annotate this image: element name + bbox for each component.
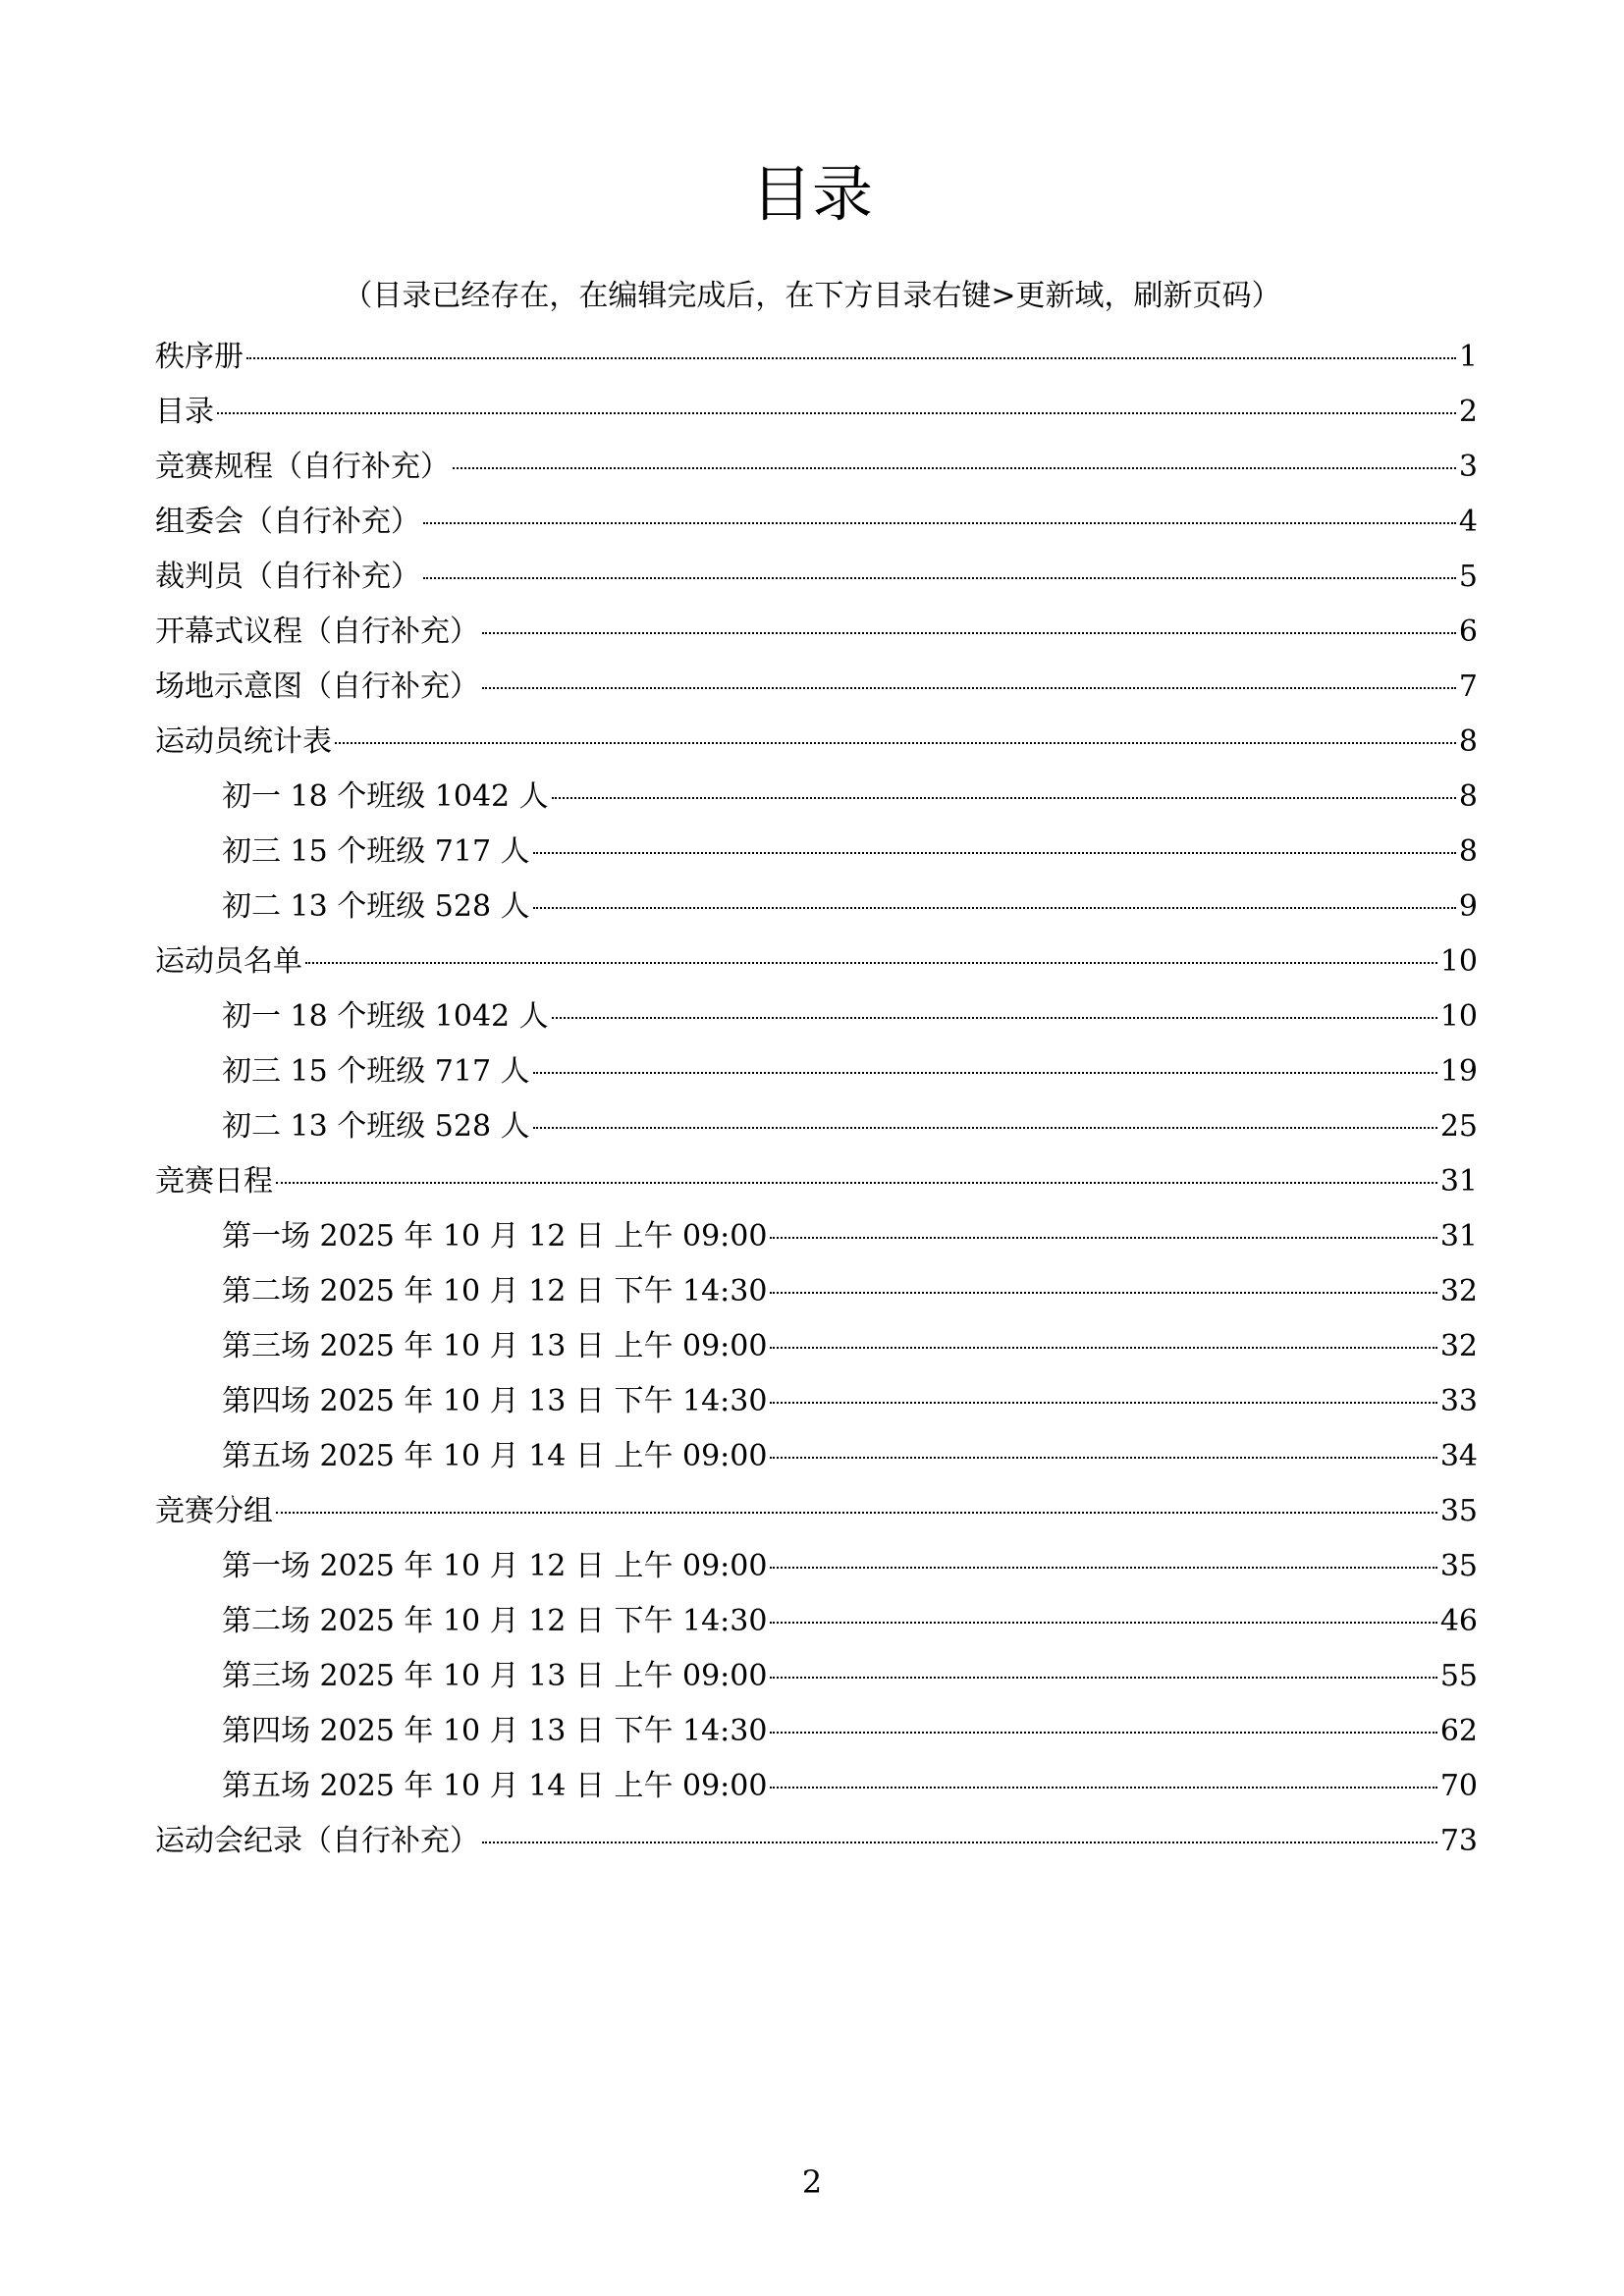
toc-dot-leader — [770, 1457, 1436, 1459]
toc-entry-label: 第二场 2025 年 10 月 12 日 下午 14:30 — [222, 1274, 768, 1308]
toc-entry-label: 第三场 2025 年 10 月 13 日 上午 09:00 — [222, 1659, 768, 1693]
toc-entry-label: 第五场 2025 年 10 月 14 日 上午 09:00 — [222, 1439, 768, 1473]
toc-subentry[interactable] — [155, 1759, 1478, 1814]
toc-entry-label: 初三 15 个班级 717 人 — [222, 834, 530, 869]
toc-entry-label: 运动员统计表 — [155, 724, 332, 759]
toc-entry-label: 第二场 2025 年 10 月 12 日 下午 14:30 — [222, 1604, 768, 1638]
toc-subentry[interactable] — [155, 1044, 1478, 1099]
toc-dot-leader — [276, 1182, 1437, 1184]
toc-entry-page-number: 70 — [1439, 1769, 1478, 1803]
toc-dot-leader — [770, 1402, 1436, 1404]
page-number: 2 — [801, 2163, 823, 2201]
toc-entry-label: 第三场 2025 年 10 月 13 日 上午 09:00 — [222, 1329, 768, 1363]
toc-entry[interactable] — [155, 495, 1478, 550]
toc-entry-page-number: 9 — [1458, 889, 1478, 924]
toc-entry-label: 第一场 2025 年 10 月 12 日 上午 09:00 — [222, 1549, 768, 1583]
toc-subentry[interactable] — [155, 1594, 1478, 1649]
toc-dot-leader — [770, 1567, 1436, 1569]
toc-dot-leader — [770, 1347, 1436, 1349]
toc-entry-page-number: 25 — [1439, 1109, 1478, 1144]
toc-dot-leader — [482, 687, 1456, 689]
toc-subentry[interactable] — [155, 1099, 1478, 1154]
toc-subentry[interactable] — [155, 1209, 1478, 1264]
toc-subentry[interactable] — [155, 880, 1478, 934]
toc-entry-label: 第一场 2025 年 10 月 12 日 上午 09:00 — [222, 1219, 768, 1254]
toc-dot-leader — [770, 1622, 1436, 1624]
toc-dot-leader — [770, 1292, 1436, 1294]
toc-entry-label: 第四场 2025 年 10 月 13 日 下午 14:30 — [222, 1714, 768, 1748]
toc-dot-leader — [770, 1732, 1436, 1734]
toc-update-instruction: （目录已经存在，在编辑完成后，在下方目录右键>更新域，刷新页码） — [343, 279, 1281, 313]
toc-dot-leader — [305, 962, 1437, 964]
toc-dot-leader — [770, 1787, 1436, 1789]
toc-entry-page-number: 34 — [1439, 1439, 1478, 1473]
toc-entry-page-number: 32 — [1439, 1329, 1478, 1363]
toc-dot-leader — [482, 632, 1456, 634]
toc-entry-page-number: 35 — [1439, 1494, 1478, 1528]
toc-subentry[interactable] — [155, 1319, 1478, 1374]
page-title: 目录 — [750, 158, 873, 230]
toc-dot-leader — [770, 1677, 1436, 1679]
toc-entry-label: 裁判员（自行补充） — [155, 560, 420, 594]
toc-entry-page-number: 31 — [1439, 1164, 1478, 1199]
toc-entry-label: 组委会（自行补充） — [155, 505, 420, 539]
toc-entry-label: 初一 18 个班级 1042 人 — [222, 779, 549, 814]
toc-subentry[interactable] — [155, 770, 1478, 825]
toc-entry-page-number: 8 — [1458, 724, 1478, 759]
toc-entry[interactable] — [155, 385, 1478, 440]
toc-dot-leader — [533, 1072, 1437, 1074]
toc-entry[interactable] — [155, 660, 1478, 715]
table-of-contents — [155, 330, 1478, 1869]
toc-entry-page-number: 73 — [1439, 1824, 1478, 1858]
toc-entry-page-number: 3 — [1458, 450, 1478, 484]
toc-dot-leader — [276, 1512, 1437, 1514]
toc-entry-label: 竞赛日程 — [155, 1164, 273, 1199]
toc-subentry[interactable] — [155, 1374, 1478, 1429]
toc-dot-leader — [335, 742, 1456, 744]
toc-entry-label: 初二 13 个班级 528 人 — [222, 889, 530, 924]
toc-dot-leader — [533, 907, 1456, 909]
toc-entry-label: 场地示意图（自行补充） — [155, 669, 479, 704]
toc-dot-leader — [423, 522, 1456, 524]
toc-dot-leader — [533, 852, 1456, 854]
toc-subentry[interactable] — [155, 1539, 1478, 1594]
toc-entry-page-number: 10 — [1439, 999, 1478, 1034]
toc-entry[interactable] — [155, 330, 1478, 385]
toc-entry[interactable] — [155, 1154, 1478, 1209]
toc-entry-label: 秩序册 — [155, 340, 244, 374]
toc-entry-label: 开幕式议程（自行补充） — [155, 614, 479, 649]
toc-entry-page-number: 31 — [1439, 1219, 1478, 1254]
toc-subentry[interactable] — [155, 989, 1478, 1044]
toc-dot-leader — [552, 797, 1456, 799]
toc-subentry[interactable] — [155, 825, 1478, 880]
toc-entry-page-number: 19 — [1439, 1054, 1478, 1089]
toc-entry[interactable] — [155, 1484, 1478, 1539]
toc-entry-label: 初三 15 个班级 717 人 — [222, 1054, 530, 1089]
toc-entry-label: 第五场 2025 年 10 月 14 日 上午 09:00 — [222, 1769, 768, 1803]
toc-entry[interactable] — [155, 605, 1478, 660]
toc-dot-leader — [533, 1127, 1437, 1129]
toc-subentry[interactable] — [155, 1264, 1478, 1319]
toc-entry[interactable] — [155, 715, 1478, 770]
toc-entry[interactable] — [155, 440, 1478, 495]
toc-entry-page-number: 33 — [1439, 1384, 1478, 1418]
toc-subentry[interactable] — [155, 1429, 1478, 1484]
toc-entry[interactable] — [155, 934, 1478, 989]
toc-entry-label: 运动员名单 — [155, 944, 302, 979]
toc-entry-label: 竞赛分组 — [155, 1494, 273, 1528]
toc-dot-leader — [246, 357, 1456, 359]
toc-entry-page-number: 46 — [1439, 1604, 1478, 1638]
toc-entry-label: 初二 13 个班级 528 人 — [222, 1109, 530, 1144]
toc-dot-leader — [552, 1017, 1437, 1019]
toc-dot-leader — [423, 577, 1456, 579]
toc-entry[interactable] — [155, 550, 1478, 605]
toc-subentry[interactable] — [155, 1649, 1478, 1704]
toc-dot-leader — [482, 1842, 1437, 1843]
toc-entry-page-number: 4 — [1458, 505, 1478, 539]
toc-entry-page-number: 62 — [1439, 1714, 1478, 1748]
toc-entry-label: 初一 18 个班级 1042 人 — [222, 999, 549, 1034]
toc-entry[interactable] — [155, 1814, 1478, 1869]
toc-entry-label: 竞赛规程（自行补充） — [155, 450, 450, 484]
toc-entry-page-number: 1 — [1458, 340, 1478, 374]
toc-entry-page-number: 8 — [1458, 834, 1478, 869]
toc-entry-page-number: 35 — [1439, 1549, 1478, 1583]
toc-entry-page-number: 2 — [1458, 395, 1478, 429]
toc-entry-label: 目录 — [155, 395, 214, 429]
toc-entry-page-number: 6 — [1458, 614, 1478, 649]
toc-dot-leader — [453, 467, 1456, 469]
toc-entry-page-number: 10 — [1439, 944, 1478, 979]
toc-entry-label: 运动会纪录（自行补充） — [155, 1824, 479, 1858]
toc-dot-leader — [217, 412, 1456, 414]
toc-entry-page-number: 5 — [1458, 560, 1478, 594]
toc-entry-page-number: 32 — [1439, 1274, 1478, 1308]
toc-subentry[interactable] — [155, 1704, 1478, 1759]
toc-dot-leader — [770, 1237, 1436, 1239]
toc-entry-page-number: 55 — [1439, 1659, 1478, 1693]
toc-entry-page-number: 8 — [1458, 779, 1478, 814]
toc-entry-label: 第四场 2025 年 10 月 13 日 下午 14:30 — [222, 1384, 768, 1418]
toc-entry-page-number: 7 — [1458, 669, 1478, 704]
